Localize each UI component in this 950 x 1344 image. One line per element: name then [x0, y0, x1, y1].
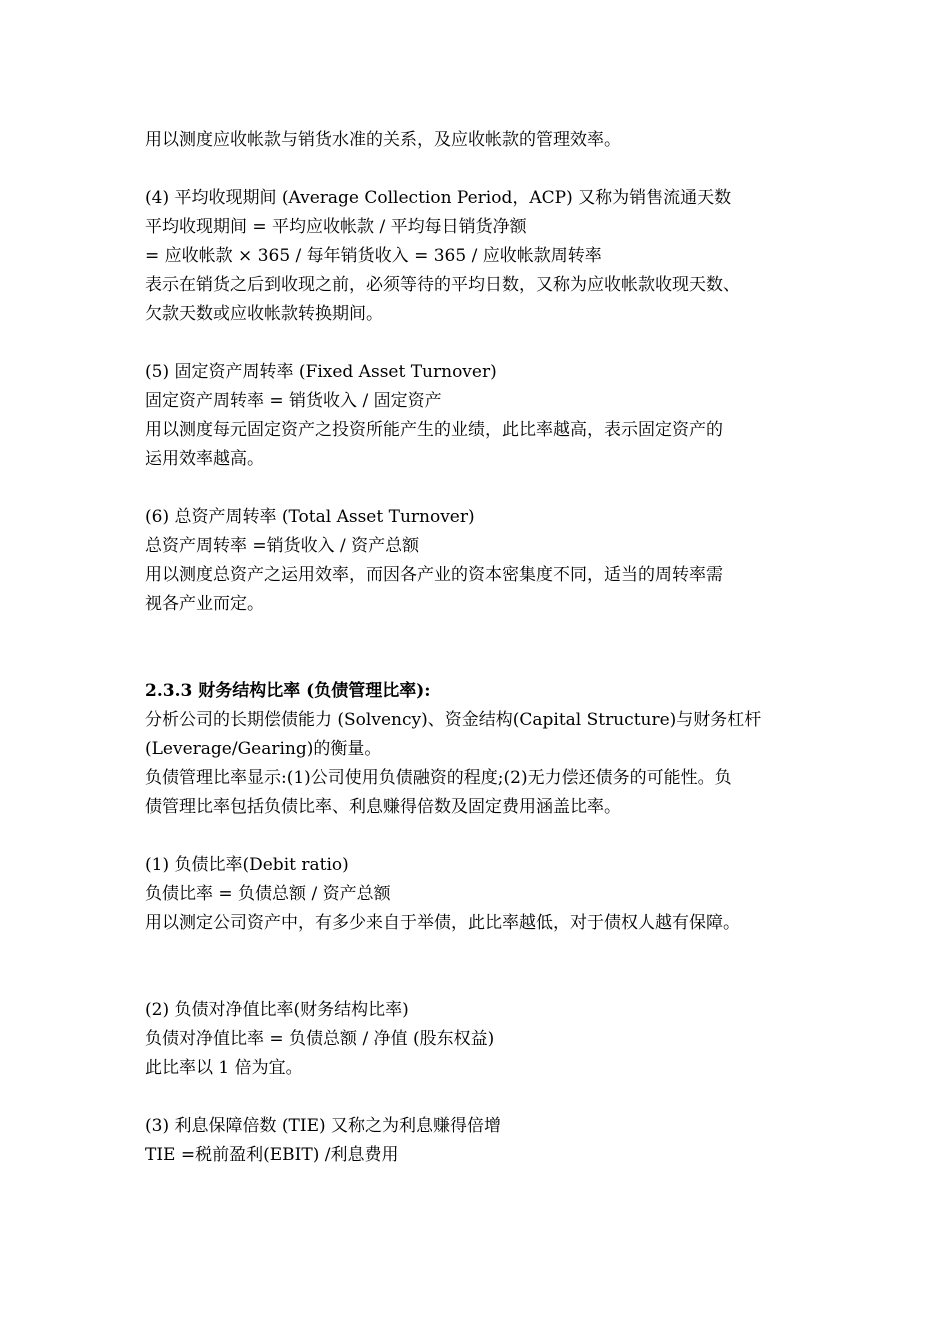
acp-formula-1: 平均收现期间 = 平均应收帐款 / 平均每日销货净额 [145, 217, 527, 237]
document-body [145, 126, 825, 1170]
spacer [145, 329, 825, 358]
section-heading: 2.3.3 财务结构比率 (负债管理比率): [145, 681, 431, 701]
total-asset-turnover-formula: 总资产周转率 =销货收入 / 资产总额 [145, 536, 420, 556]
total-asset-turnover-title: (6) 总资产周转率 (Total Asset Turnover) [145, 507, 475, 527]
fixed-asset-turnover-description-2: 运用效率越高。 [145, 449, 264, 469]
acp-description-2: 欠款天数或应收帐款转换期间。 [145, 304, 383, 324]
fixed-asset-turnover-title: (5) 固定资产周转率 (Fixed Asset Turnover) [145, 362, 497, 382]
debt-to-equity-description: 此比率以 1 倍为宜。 [145, 1058, 303, 1078]
section-paragraph-2-line-1: 负债管理比率显示:(1)公司使用负债融资的程度;(2)无力偿还债务的可能性。负 [145, 768, 732, 788]
section-paragraph-1-line-2: (Leverage/Gearing)的衡量。 [145, 739, 382, 759]
acp-title: (4) 平均收现期间 (Average Collection Period，ACP) 又称为销售流通天数 [145, 188, 732, 208]
spacer [145, 474, 825, 503]
section-paragraph-1-line-1: 分析公司的长期偿债能力 (Solvency)、资金结构(Capital Structure)与财务杠杆 [145, 710, 762, 730]
spacer [145, 822, 825, 851]
debt-to-equity-title: (2) 负债对净值比率(财务结构比率) [145, 1000, 409, 1020]
tie-title: (3) 利息保障倍数 (TIE) 又称之为利息赚得倍增 [145, 1116, 502, 1136]
fixed-asset-turnover-formula: 固定资产周转率 = 销货收入 / 固定资产 [145, 391, 442, 411]
total-asset-turnover-description-2: 视各产业而定。 [145, 594, 264, 614]
acp-formula-2: = 应收帐款 × 365 / 每年销货收入 = 365 / 应收帐款周转率 [145, 246, 602, 266]
spacer [145, 938, 825, 996]
fixed-asset-turnover-description-1: 用以测度每元固定资产之投资所能产生的业绩，此比率越高，表示固定资产的 [145, 420, 723, 440]
debt-to-equity-formula: 负债对净值比率 = 负债总额 / 净值 (股东权益) [145, 1029, 495, 1049]
section-paragraph-2-line-2: 债管理比率包括负债比率、利息赚得倍数及固定费用涵盖比率。 [145, 797, 621, 817]
intro-line: 用以测度应收帐款与销货水准的关系，及应收帐款的管理效率。 [145, 130, 621, 150]
spacer [145, 155, 825, 184]
debt-ratio-title: (1) 负债比率(Debit ratio) [145, 855, 349, 875]
debt-ratio-formula: 负债比率 = 负债总额 / 资产总额 [145, 884, 391, 904]
spacer [145, 1083, 825, 1112]
spacer [145, 619, 825, 677]
acp-description-1: 表示在销货之后到收现之前，必须等待的平均日数，又称为应收帐款收现天数、 [145, 275, 740, 295]
tie-formula: TIE =税前盈利(EBIT) /利息费用 [145, 1145, 399, 1165]
debt-ratio-description: 用以测定公司资产中，有多少来自于举债，此比率越低，对于债权人越有保障。 [145, 913, 740, 933]
total-asset-turnover-description-1: 用以测度总资产之运用效率，而因各产业的资本密集度不同，适当的周转率需 [145, 565, 723, 585]
